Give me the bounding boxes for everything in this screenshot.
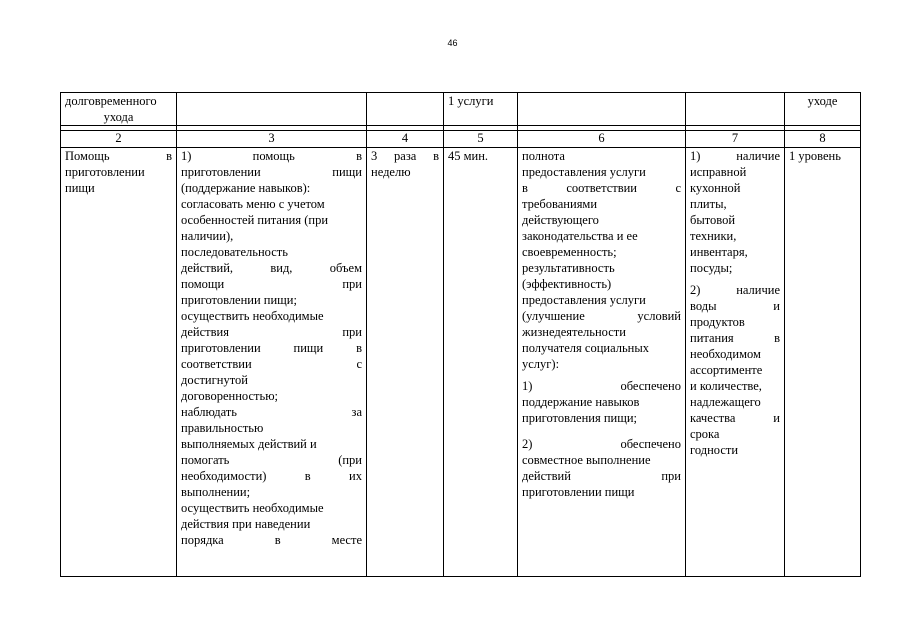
column-number: 8 [785,131,861,148]
frequency-cell: 3 раза в неделю [367,148,444,577]
page-number: 46 [447,38,458,48]
column-number: 2 [61,131,177,148]
column-number: 6 [518,131,686,148]
quality-cell: полнота предоставления услуги в соответствии с требованиями действующего законодательства и ее своевременность; результативность (эффективность) предоставления услуги (улучшение условий жизнедеятельности получателя социальных услуг): 1) обеспечено поддержание навыков приготовления пищи; 2) обеспечено совместное выполнение действий при приготовлении пищи [518,148,686,577]
column-number: 5 [444,131,518,148]
service-row [61,148,861,577]
header-continuation-row [61,93,861,126]
header-col-4: 1 услуги [444,93,518,126]
header-col-6 [686,93,785,126]
header-col-2 [177,93,367,126]
service-content-cell: 1) помощь в приготовлении пищи (поддержание навыков): согласовать меню с учетом особенностей питания (при наличии), последовательность действий, вид, объем помощи при приготовлении пищи; осуществить необходимые действия при приготовлении пищи в соответствии с достигнутой договоренностью; наблюдать за правильностью выполняемых действий и помогать (при необходимости) в их выполнении; осуществить необходимые действия при наведении порядка в месте [177,148,367,577]
level-cell: 1 уровень [785,148,861,577]
column-number: 3 [177,131,367,148]
header-col-7: уходе [785,93,861,126]
column-numbers-row [61,131,861,148]
column-number: 7 [686,131,785,148]
column-number: 4 [367,131,444,148]
duration-cell: 45 мин. [444,148,518,577]
header-col-1: долговременного ухода [61,93,177,126]
header-col-3 [367,93,444,126]
conditions-cell: 1) наличие исправной кухонной плиты, бытовой техники, инвентаря, посуды; 2) наличие воды и продуктов питания в необходимом ассортименте и количестве, надлежащего качества и срока годности [686,148,785,577]
service-name-cell: Помощь в приготовлении пищи [61,148,177,577]
header-col-5 [518,93,686,126]
services-table [60,92,861,577]
